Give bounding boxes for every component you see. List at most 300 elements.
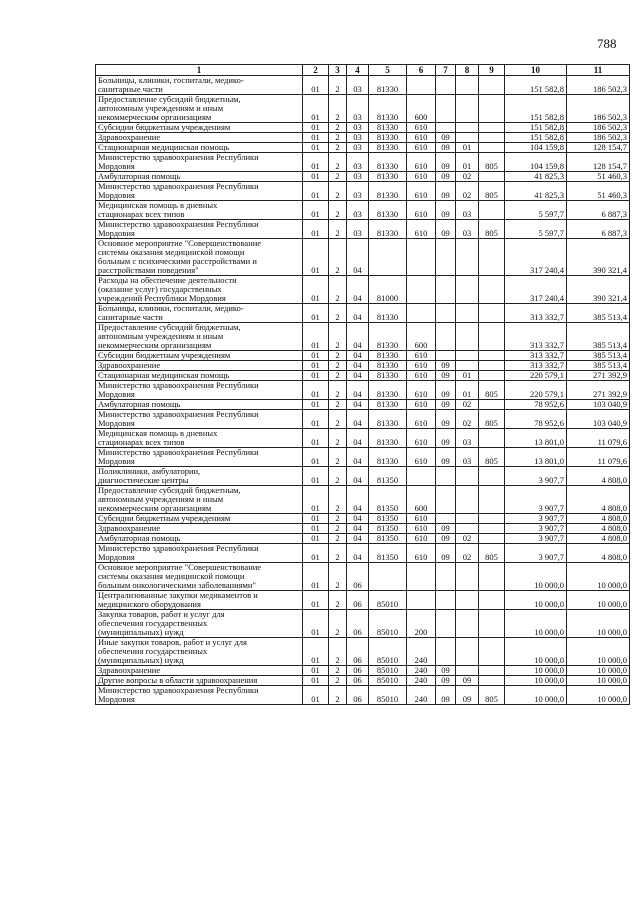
code-cell-3: 2	[329, 400, 347, 410]
code-cell-4: 04	[347, 239, 369, 276]
code-cell-4: 03	[347, 172, 369, 182]
table-row	[96, 381, 630, 400]
code-cell-7: 09	[436, 666, 456, 676]
row-name-cell: Предоставление субсидий бюджетным, автономным учреждениям и иным некоммерческим организациям	[96, 95, 303, 123]
table-row	[96, 429, 630, 448]
amount-cell-11: 390 321,4	[567, 276, 630, 304]
code-cell-4: 04	[347, 276, 369, 304]
code-cell-6: 240	[407, 686, 436, 705]
table-row	[96, 201, 630, 220]
amount-cell-10: 3 907,7	[505, 514, 567, 524]
code-cell-6	[407, 467, 436, 486]
amount-cell-11: 186 502,3	[567, 123, 630, 133]
code-cell-8	[456, 123, 479, 133]
code-cell-4: 04	[347, 323, 369, 351]
code-cell-5: 81330	[369, 133, 407, 143]
code-cell-8: 09	[456, 686, 479, 705]
code-cell-4: 04	[347, 467, 369, 486]
code-cell-4: 04	[347, 429, 369, 448]
code-cell-2: 01	[303, 123, 329, 133]
amount-cell-11: 186 502,3	[567, 133, 630, 143]
code-cell-8: 03	[456, 448, 479, 467]
amount-cell-10: 151 582,8	[505, 123, 567, 133]
code-cell-7: 09	[436, 201, 456, 220]
code-cell-7: 09	[436, 410, 456, 429]
code-cell-6: 240	[407, 638, 436, 666]
table-row	[96, 467, 630, 486]
code-cell-3: 2	[329, 220, 347, 239]
table-row	[96, 563, 630, 591]
code-cell-3: 2	[329, 361, 347, 371]
code-cell-4: 04	[347, 544, 369, 563]
code-cell-6: 600	[407, 323, 436, 351]
code-cell-4: 04	[347, 371, 369, 381]
code-cell-3: 2	[329, 239, 347, 276]
table-row	[96, 410, 630, 429]
code-cell-6: 610	[407, 133, 436, 143]
code-cell-6: 610	[407, 201, 436, 220]
col-header-name: 1	[96, 65, 303, 76]
code-cell-8	[456, 95, 479, 123]
amount-cell-11: 10 000,0	[567, 638, 630, 666]
row-name-cell: Основное мероприятие "Совершенствование системы оказания медицинской помощи больным онкологическими заболеваниями"	[96, 563, 303, 591]
amount-cell-11: 11 079,6	[567, 448, 630, 467]
code-cell-7	[436, 276, 456, 304]
code-cell-2: 01	[303, 400, 329, 410]
code-cell-6: 600	[407, 486, 436, 514]
code-cell-3: 2	[329, 686, 347, 705]
code-cell-6: 240	[407, 676, 436, 686]
code-cell-9	[479, 467, 505, 486]
code-cell-5: 81330	[369, 351, 407, 361]
code-cell-3: 2	[329, 514, 347, 524]
code-cell-4: 04	[347, 351, 369, 361]
code-cell-8	[456, 524, 479, 534]
code-cell-7: 09	[436, 400, 456, 410]
code-cell-3: 2	[329, 676, 347, 686]
code-cell-3: 2	[329, 323, 347, 351]
budget-table	[95, 64, 630, 705]
code-cell-7	[436, 76, 456, 95]
code-cell-2: 01	[303, 95, 329, 123]
code-cell-5: 81330	[369, 361, 407, 371]
code-cell-3: 2	[329, 351, 347, 361]
code-cell-4: 06	[347, 591, 369, 610]
code-cell-6: 600	[407, 95, 436, 123]
code-cell-2: 01	[303, 351, 329, 361]
code-cell-7: 09	[436, 143, 456, 153]
row-name-cell: Субсидии бюджетным учреждениям	[96, 123, 303, 133]
amount-cell-10: 3 907,7	[505, 534, 567, 544]
code-cell-5: 81330	[369, 76, 407, 95]
col-header-code-3: 3	[329, 65, 347, 76]
code-cell-9: 805	[479, 220, 505, 239]
amount-cell-11: 10 000,0	[567, 676, 630, 686]
code-cell-7	[436, 304, 456, 323]
amount-cell-10: 5 597,7	[505, 220, 567, 239]
row-name-cell: Амбулаторная помощь	[96, 172, 303, 182]
code-cell-2: 01	[303, 381, 329, 400]
code-cell-5: 81330	[369, 95, 407, 123]
row-name-cell: Медицинская помощь в дневных стационарах всех типов	[96, 429, 303, 448]
code-cell-2: 01	[303, 201, 329, 220]
code-cell-4: 06	[347, 563, 369, 591]
amount-cell-10: 220 579,1	[505, 371, 567, 381]
code-cell-4: 04	[347, 448, 369, 467]
code-cell-5: 81330	[369, 153, 407, 172]
code-cell-4: 03	[347, 95, 369, 123]
code-cell-7	[436, 123, 456, 133]
amount-cell-10: 10 000,0	[505, 676, 567, 686]
code-cell-7: 09	[436, 524, 456, 534]
code-cell-6: 610	[407, 153, 436, 172]
table-row	[96, 400, 630, 410]
table-row	[96, 123, 630, 133]
table-row	[96, 638, 630, 666]
code-cell-9	[479, 123, 505, 133]
code-cell-8	[456, 133, 479, 143]
amount-cell-10: 313 332,7	[505, 323, 567, 351]
code-cell-7: 09	[436, 381, 456, 400]
amount-cell-11: 103 040,9	[567, 410, 630, 429]
code-cell-3: 2	[329, 666, 347, 676]
table-row	[96, 676, 630, 686]
code-cell-3: 2	[329, 410, 347, 429]
code-cell-7: 09	[436, 220, 456, 239]
code-cell-5: 81350	[369, 514, 407, 524]
code-cell-2: 01	[303, 182, 329, 201]
code-cell-7: 09	[436, 676, 456, 686]
code-cell-8	[456, 76, 479, 95]
code-cell-6: 610	[407, 182, 436, 201]
amount-cell-10: 10 000,0	[505, 686, 567, 705]
code-cell-5: 81000	[369, 276, 407, 304]
code-cell-2: 01	[303, 514, 329, 524]
code-cell-4: 04	[347, 486, 369, 514]
code-cell-2: 01	[303, 323, 329, 351]
row-name-cell: Субсидии бюджетным учреждениям	[96, 514, 303, 524]
table-row	[96, 666, 630, 676]
amount-cell-11: 186 502,3	[567, 76, 630, 95]
code-cell-4: 06	[347, 666, 369, 676]
row-name-cell: Расходы на обеспечение деятельности (оказание услуг) государственных учреждений Республики Мордовия	[96, 276, 303, 304]
code-cell-7	[436, 563, 456, 591]
code-cell-2: 01	[303, 486, 329, 514]
row-name-cell: Субсидии бюджетным учреждениям	[96, 351, 303, 361]
code-cell-2: 01	[303, 220, 329, 239]
code-cell-7	[436, 486, 456, 514]
code-cell-2: 01	[303, 76, 329, 95]
code-cell-6: 610	[407, 514, 436, 524]
row-name-cell: Министерство здравоохранения Республики Мордовия	[96, 153, 303, 172]
code-cell-8	[456, 276, 479, 304]
code-cell-3: 2	[329, 486, 347, 514]
code-cell-3: 2	[329, 153, 347, 172]
col-header-amount-11: 11	[567, 65, 630, 76]
table-row	[96, 172, 630, 182]
table-row	[96, 514, 630, 524]
table-row	[96, 448, 630, 467]
amount-cell-10: 313 332,7	[505, 304, 567, 323]
row-name-cell: Поликлиники, амбулатории, диагностические центры	[96, 467, 303, 486]
code-cell-9	[479, 239, 505, 276]
code-cell-5	[369, 563, 407, 591]
code-cell-7: 09	[436, 686, 456, 705]
amount-cell-11: 390 321,4	[567, 239, 630, 276]
amount-cell-10: 78 952,6	[505, 410, 567, 429]
code-cell-2: 01	[303, 676, 329, 686]
code-cell-2: 01	[303, 276, 329, 304]
code-cell-8: 02	[456, 400, 479, 410]
row-name-cell: Иные закупки товаров, работ и услуг для обеспечения государственных (муниципальных) нужд	[96, 638, 303, 666]
col-header-amount-10: 10	[505, 65, 567, 76]
table-row	[96, 534, 630, 544]
code-cell-6: 610	[407, 381, 436, 400]
table-row	[96, 371, 630, 381]
amount-cell-10: 5 597,7	[505, 201, 567, 220]
code-cell-7	[436, 351, 456, 361]
amount-cell-11: 4 808,0	[567, 534, 630, 544]
amount-cell-11: 10 000,0	[567, 666, 630, 676]
table-row	[96, 220, 630, 239]
code-cell-4: 06	[347, 676, 369, 686]
amount-cell-11: 128 154,7	[567, 153, 630, 172]
code-cell-9	[479, 524, 505, 534]
code-cell-6: 610	[407, 524, 436, 534]
code-cell-8	[456, 323, 479, 351]
amount-cell-11: 51 460,3	[567, 182, 630, 201]
code-cell-7	[436, 239, 456, 276]
code-cell-7: 09	[436, 448, 456, 467]
code-cell-3: 2	[329, 610, 347, 638]
col-header-code-7: 7	[436, 65, 456, 76]
table-row	[96, 95, 630, 123]
code-cell-2: 01	[303, 304, 329, 323]
code-cell-2: 01	[303, 591, 329, 610]
code-cell-8	[456, 666, 479, 676]
code-cell-8: 02	[456, 410, 479, 429]
row-name-cell: Министерство здравоохранения Республики Мордовия	[96, 220, 303, 239]
code-cell-8: 03	[456, 429, 479, 448]
amount-cell-10: 220 579,1	[505, 381, 567, 400]
amount-cell-11: 10 000,0	[567, 686, 630, 705]
amount-cell-10: 313 332,7	[505, 361, 567, 371]
amount-cell-10: 10 000,0	[505, 638, 567, 666]
header-row	[96, 65, 630, 76]
code-cell-7: 09	[436, 133, 456, 143]
amount-cell-10: 317 240,4	[505, 276, 567, 304]
code-cell-3: 2	[329, 123, 347, 133]
amount-cell-11: 10 000,0	[567, 591, 630, 610]
amount-cell-10: 151 582,8	[505, 95, 567, 123]
amount-cell-10: 313 332,7	[505, 351, 567, 361]
amount-cell-11: 10 000,0	[567, 610, 630, 638]
table-row	[96, 544, 630, 563]
code-cell-8: 02	[456, 544, 479, 563]
table-body	[96, 76, 630, 705]
code-cell-3: 2	[329, 201, 347, 220]
code-cell-5: 85010	[369, 666, 407, 676]
table-row	[96, 486, 630, 514]
code-cell-2: 01	[303, 172, 329, 182]
row-name-cell: Здравоохранение	[96, 666, 303, 676]
amount-cell-10: 41 825,3	[505, 172, 567, 182]
code-cell-4: 04	[347, 410, 369, 429]
code-cell-3: 2	[329, 381, 347, 400]
code-cell-9	[479, 351, 505, 361]
code-cell-3: 2	[329, 76, 347, 95]
code-cell-9	[479, 610, 505, 638]
code-cell-5: 81330	[369, 123, 407, 133]
code-cell-5: 81330	[369, 304, 407, 323]
amount-cell-11: 11 079,6	[567, 429, 630, 448]
amount-cell-11: 6 887,3	[567, 220, 630, 239]
code-cell-4: 03	[347, 76, 369, 95]
table-row	[96, 143, 630, 153]
code-cell-7: 09	[436, 371, 456, 381]
amount-cell-10: 10 000,0	[505, 591, 567, 610]
code-cell-6	[407, 304, 436, 323]
code-cell-2: 01	[303, 686, 329, 705]
amount-cell-11: 385 513,4	[567, 351, 630, 361]
amount-cell-10: 104 159,8	[505, 153, 567, 172]
code-cell-3: 2	[329, 143, 347, 153]
amount-cell-10: 78 952,6	[505, 400, 567, 410]
code-cell-4: 04	[347, 400, 369, 410]
code-cell-8: 01	[456, 381, 479, 400]
code-cell-7: 09	[436, 429, 456, 448]
code-cell-2: 01	[303, 153, 329, 172]
row-name-cell: Министерство здравоохранения Республики Мордовия	[96, 544, 303, 563]
amount-cell-11: 4 808,0	[567, 524, 630, 534]
code-cell-8: 02	[456, 172, 479, 182]
code-cell-4: 03	[347, 143, 369, 153]
row-name-cell: Амбулаторная помощь	[96, 534, 303, 544]
code-cell-6	[407, 563, 436, 591]
code-cell-4: 04	[347, 381, 369, 400]
code-cell-9	[479, 514, 505, 524]
code-cell-9	[479, 638, 505, 666]
code-cell-6: 610	[407, 351, 436, 361]
code-cell-8	[456, 304, 479, 323]
code-cell-3: 2	[329, 172, 347, 182]
code-cell-5: 81330	[369, 220, 407, 239]
amount-cell-11: 103 040,9	[567, 400, 630, 410]
code-cell-8	[456, 591, 479, 610]
code-cell-6: 240	[407, 666, 436, 676]
amount-cell-10: 10 000,0	[505, 610, 567, 638]
code-cell-6: 610	[407, 361, 436, 371]
code-cell-2: 01	[303, 133, 329, 143]
code-cell-7: 09	[436, 172, 456, 182]
col-header-code-5: 5	[369, 65, 407, 76]
amount-cell-10: 104 159,8	[505, 143, 567, 153]
code-cell-5: 81350	[369, 544, 407, 563]
row-name-cell: Медицинская помощь в дневных стационарах всех типов	[96, 201, 303, 220]
code-cell-3: 2	[329, 563, 347, 591]
code-cell-4: 04	[347, 524, 369, 534]
amount-cell-11: 6 887,3	[567, 201, 630, 220]
code-cell-4: 03	[347, 123, 369, 133]
amount-cell-10: 151 582,8	[505, 76, 567, 95]
code-cell-8: 02	[456, 182, 479, 201]
code-cell-3: 2	[329, 182, 347, 201]
code-cell-2: 01	[303, 524, 329, 534]
code-cell-5: 85010	[369, 591, 407, 610]
table-row	[96, 361, 630, 371]
code-cell-6: 610	[407, 534, 436, 544]
code-cell-7: 09	[436, 534, 456, 544]
table-row	[96, 304, 630, 323]
table-row	[96, 276, 630, 304]
amount-cell-10: 41 825,3	[505, 182, 567, 201]
code-cell-8	[456, 563, 479, 591]
row-name-cell: Стационарная медицинская помощь	[96, 143, 303, 153]
code-cell-9: 805	[479, 410, 505, 429]
amount-cell-11: 186 502,3	[567, 95, 630, 123]
code-cell-8	[456, 486, 479, 514]
code-cell-7	[436, 323, 456, 351]
amount-cell-11: 4 808,0	[567, 544, 630, 563]
page-number: 788	[597, 36, 617, 51]
code-cell-7	[436, 591, 456, 610]
row-name-cell: Амбулаторная помощь	[96, 400, 303, 410]
code-cell-2: 01	[303, 239, 329, 276]
code-cell-7: 09	[436, 544, 456, 563]
code-cell-9: 805	[479, 544, 505, 563]
code-cell-2: 01	[303, 544, 329, 563]
code-cell-9	[479, 563, 505, 591]
row-name-cell: Стационарная медицинская помощь	[96, 371, 303, 381]
code-cell-9	[479, 429, 505, 448]
code-cell-6: 610	[407, 143, 436, 153]
code-cell-7	[436, 467, 456, 486]
code-cell-8	[456, 351, 479, 361]
row-name-cell: Больницы, клиники, госпитали, медико- санитарные части	[96, 304, 303, 323]
col-header-code-8: 8	[456, 65, 479, 76]
code-cell-3: 2	[329, 534, 347, 544]
table-row	[96, 591, 630, 610]
row-name-cell: Министерство здравоохранения Республики Мордовия	[96, 410, 303, 429]
code-cell-9	[479, 304, 505, 323]
code-cell-5: 85010	[369, 676, 407, 686]
table-row	[96, 133, 630, 143]
code-cell-5: 81330	[369, 172, 407, 182]
code-cell-4: 06	[347, 610, 369, 638]
amount-cell-10: 3 907,7	[505, 544, 567, 563]
code-cell-4: 03	[347, 153, 369, 172]
code-cell-9	[479, 361, 505, 371]
row-name-cell: Предоставление субсидий бюджетным, автономным учреждениям и иным некоммерческим организациям	[96, 486, 303, 514]
table-row	[96, 351, 630, 361]
row-name-cell: Министерство здравоохранения Республики Мордовия	[96, 381, 303, 400]
amount-cell-10: 10 000,0	[505, 666, 567, 676]
amount-cell-10: 10 000,0	[505, 563, 567, 591]
code-cell-9: 805	[479, 448, 505, 467]
code-cell-5: 81330	[369, 143, 407, 153]
code-cell-5: 81350	[369, 486, 407, 514]
code-cell-5: 81330	[369, 323, 407, 351]
code-cell-3: 2	[329, 276, 347, 304]
code-cell-5	[369, 239, 407, 276]
code-cell-6: 610	[407, 448, 436, 467]
code-cell-3: 2	[329, 524, 347, 534]
code-cell-5: 85010	[369, 610, 407, 638]
code-cell-5: 85010	[369, 686, 407, 705]
code-cell-6: 200	[407, 610, 436, 638]
code-cell-4: 03	[347, 182, 369, 201]
row-name-cell: Другие вопросы в области здравоохранения	[96, 676, 303, 686]
